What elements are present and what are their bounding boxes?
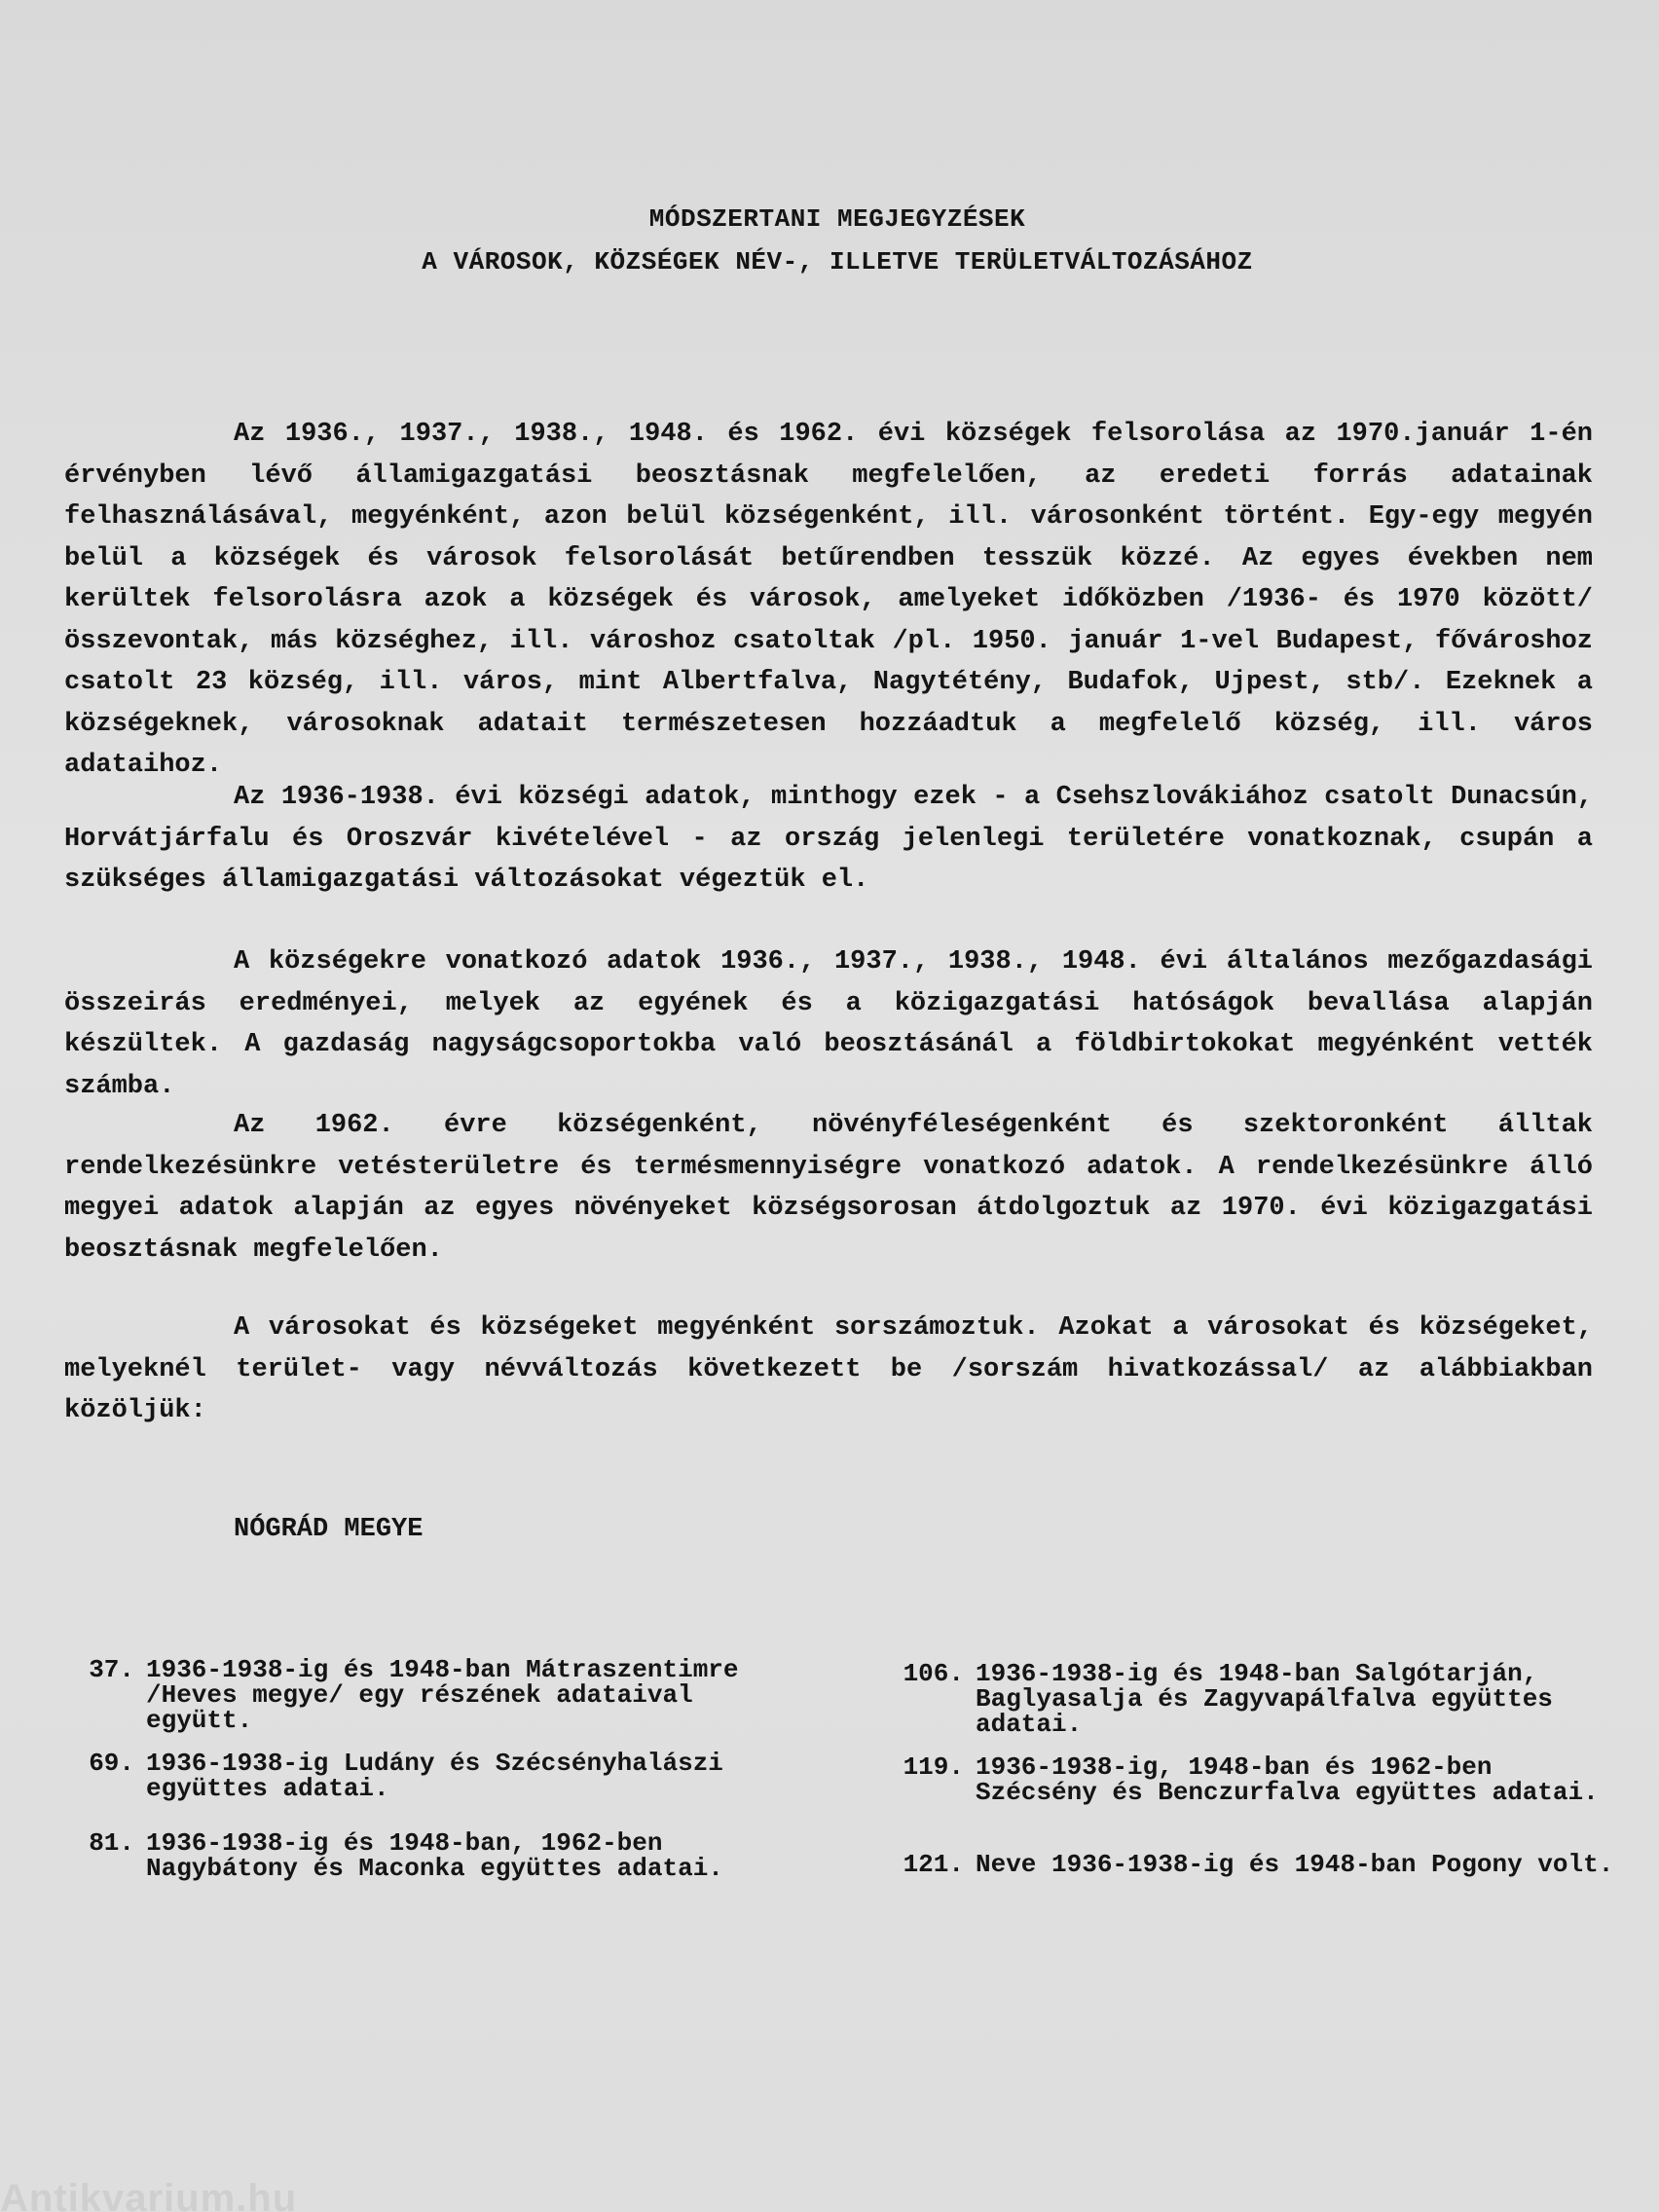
paragraph-2-text: Az 1936-1938. évi községi adatok, minthogy ezek - a Csehszlovákiához csatolt Dunacsún, Horvátjárfalu és Oroszvár kivételével - az ország jelenlegi területére vonatkoznak, csupán a szükséges államigazgatási változásokat végeztük el. [64,783,1593,895]
entry-text: Neve 1936-1938-ig és 1948-ban Pogony volt. [976,1850,1614,1879]
paragraph-4-text: Az 1962. évre községenként, növényféleségenként és szektoronként álltak rendelkezésünkre vetésterületre és termésmennyiségre vonatkozó adatok. A rendelkezésünkre álló megyei adatok alapján az egyes növényeket községsorosan átdolgoztuk az 1970. évi közigazgatási beosztásnak megfelelően. [64,1111,1593,1265]
county-heading: NÓGRÁD MEGYE [234,1515,424,1544]
paragraph-1-text: Az 1936., 1937., 1938., 1948. és 1962. évi községek felsorolása az 1970.január 1-én érvényben lévő államigazgatási beosztásnak megfelelően, az eredeti forrás adatainak felhasználásával, megyénként, azon belül községenként, ill. városonként történt. Egy-egy megyén belül a községek és városok felsorolását betűrendben tesszük közzé. Az egyes években nem kerültek felsorolásra azok a községek és városok, amelyeket időközben /1936- és 1970 között/ összevontak, más községhez, ill. városhoz csatoltak /pl. 1950. január 1-vel Budapest, fővároshoz csatolt 23 község, ill. város, mint Albertfalva, Nagytétény, Budafok, Ujpest, stb/. Ezeknek a községeknek, városoknak adatait természetesen hozzáadtuk a megfelelő község, ill. város adataihoz. [64,420,1593,780]
document-subtitle: A VÁROSOK, KÖZSÉGEK NÉV-, ILLETVE TERÜLETVÁLTOZÁSÁHOZ [422,247,1253,276]
paragraph-5 [64,1308,1593,1432]
entry-text: 1936-1938-ig és 1948-ban, 1962-ben Nagybátony és Maconka együttes adatai. [146,1828,723,1883]
entry-number: 81. [89,1828,134,1858]
list-item [74,1751,814,1801]
list-item [74,1657,814,1733]
entry-text: 1936-1938-ig Ludány és Szécsényhalászi együttes adatai. [146,1749,723,1803]
paragraph-3-text: A községekre vonatkozó adatok 1936., 1937., 1938., 1948. évi általános mezőgazdasági összeirás eredményei, melyek az egyének és a közigazgatási hatóságok bevallása alapján készültek. A gazdaság nagyságcsoportokba való beosztásánál a földbirtokokat megyénként vették számba. [64,947,1593,1101]
paragraph-5-text: A városokat és községeket megyénként sorszámoztuk. Azokat a városokat és községeket, melyeknél terület- vagy névváltozás következett be /sorszám hivatkozással/ az alábbiakban közöljük: [64,1313,1593,1425]
entry-number: 121. [903,1850,964,1879]
paragraph-1 [64,414,1593,787]
entry-number: 106. [903,1659,964,1688]
paragraph-4 [64,1105,1593,1271]
paragraph-2 [64,777,1593,902]
paragraph-3 [64,941,1593,1107]
entry-number: 119. [903,1752,964,1782]
document-title: MÓDSZERTANI MEGJEGYZÉSEK [648,204,1026,234]
watermark: Antikvarium.hu [0,2177,298,2212]
list-item [886,1852,1626,1877]
list-item [886,1661,1626,1737]
list-item [886,1754,1626,1805]
list-item [74,1830,814,1881]
entry-text: 1936-1938-ig, 1948-ban és 1962-ben Szécsény és Benczurfalva együttes adatai. [976,1752,1599,1807]
entry-number: 37. [89,1655,134,1684]
entry-text: 1936-1938-ig és 1948-ban Mátraszentimre /Heves megye/ egy részének adataival együtt. [146,1655,739,1735]
entry-number: 69. [89,1749,134,1778]
entry-text: 1936-1938-ig és 1948-ban Salgótarján, Baglyasalja és Zagyvapálfalva együttes adatai. [976,1659,1553,1739]
